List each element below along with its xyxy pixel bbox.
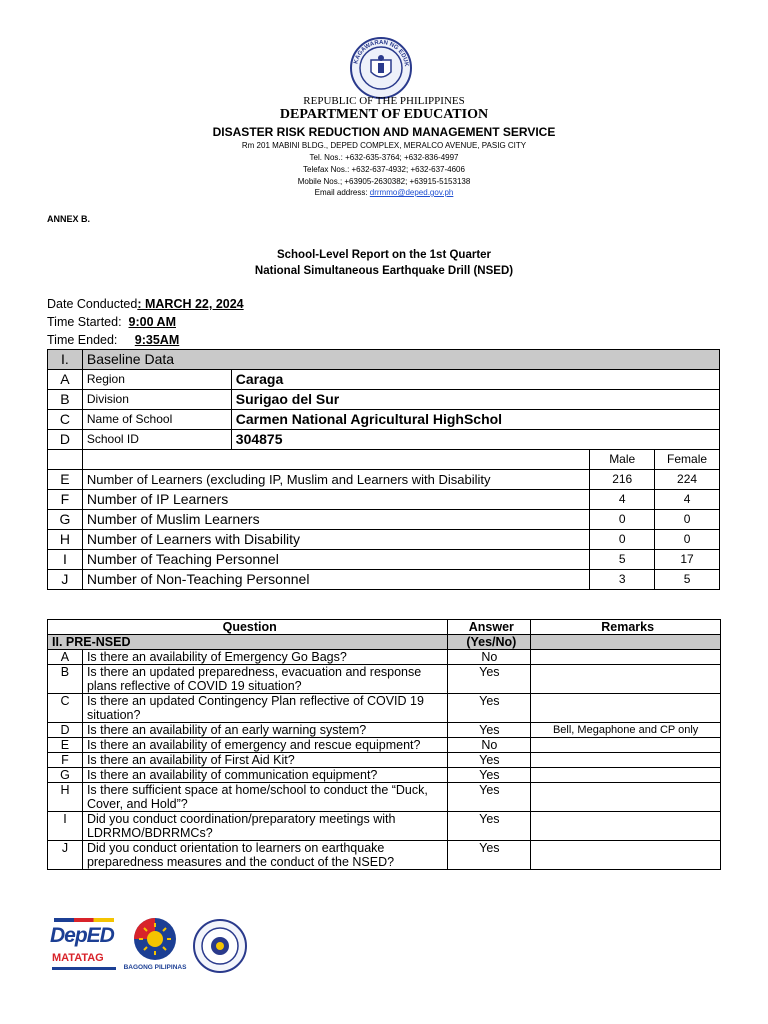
row-letter: A (48, 650, 83, 665)
baseline-row (48, 370, 720, 390)
date-value: : MARCH 22, 2024 (137, 297, 244, 311)
round-seal-icon (192, 918, 248, 974)
row-letter: C (48, 694, 83, 723)
remarks-value (531, 738, 721, 753)
row-letter: G (48, 768, 83, 783)
remarks-value (531, 768, 721, 783)
table-row (48, 812, 721, 841)
remarks-value (531, 694, 721, 723)
row-letter: H (48, 530, 83, 550)
row-letter: D (48, 430, 83, 450)
row-letter: D (48, 723, 83, 738)
answer-value: Yes (448, 665, 531, 694)
remarks-value (531, 753, 721, 768)
row-letter: G (48, 510, 83, 530)
remarks-value (531, 783, 721, 812)
row-letter: J (48, 841, 83, 870)
bagong-pilipinas-logo (123, 914, 187, 974)
table-row (48, 694, 721, 723)
row-letter: B (48, 390, 83, 410)
table-row (48, 723, 721, 738)
time-started (47, 315, 176, 329)
female-count: 17 (655, 550, 720, 570)
date-label: Date Conducted (47, 297, 138, 311)
baseline-num: I. (48, 350, 83, 370)
table-row (48, 650, 721, 665)
start-value: 9:00 AM (128, 315, 176, 329)
email-link[interactable]: drrmmo@deped.gov.ph (369, 188, 454, 197)
female-count: 0 (655, 530, 720, 550)
count-row (48, 570, 720, 590)
count-label: Number of Teaching Personnel (82, 550, 589, 570)
female-header: Female (655, 450, 720, 470)
row-letter: H (48, 783, 83, 812)
male-count: 4 (590, 490, 655, 510)
answer-subheader: (Yes/No) (448, 635, 531, 650)
remarks-value (531, 650, 721, 665)
answer-col-header: Answer (448, 620, 531, 635)
answer-value: Yes (448, 694, 531, 723)
table-row (48, 768, 721, 783)
answer-value: Yes (448, 812, 531, 841)
count-label: Number of IP Learners (82, 490, 589, 510)
question-text: Is there an availability of an early warning system? (82, 723, 447, 738)
male-count: 3 (590, 570, 655, 590)
question-text: Is there an availability of Emergency Go Bags? (82, 650, 447, 665)
mobile-numbers: Mobile Nos.; +63905-2630382; +63915-5153138 (297, 177, 471, 186)
male-count: 0 (590, 510, 655, 530)
telefax-numbers: Telefax Nos.: +632-637-4932; +632-637-4606 (303, 165, 465, 174)
baseline-title: Baseline Data (82, 350, 719, 370)
male-count: 0 (590, 530, 655, 550)
question-text: Is there an availability of communication equipment? (82, 768, 447, 783)
remarks-value (531, 812, 721, 841)
seal-text: KAGAWARAN NG EDUK (353, 39, 410, 67)
count-label: Number of Learners (excluding IP, Muslim and Learners with Disability (82, 470, 589, 490)
row-letter: A (48, 370, 83, 390)
annex-label: ANNEX B. (47, 214, 91, 224)
bagong-pilipinas-text: BAGONG PILIPINAS (123, 964, 187, 971)
row-letter: F (48, 490, 83, 510)
report-title-line2: National Simultaneous Earthquake Drill (NSED) (254, 265, 514, 277)
school-name-value: Carmen National Agricultural HighSchol (231, 410, 719, 430)
question-text: Is there an updated Contingency Plan reflective of COVID 19 situation? (82, 694, 447, 723)
answer-value: Yes (448, 841, 531, 870)
row-letter: E (48, 470, 83, 490)
remarks-value (531, 665, 721, 694)
region-value: Caraga (231, 370, 719, 390)
baseline-table (47, 349, 720, 590)
count-row (48, 550, 720, 570)
prensed-col-header-row (48, 620, 721, 635)
count-row (48, 510, 720, 530)
question-text: Is there an availability of emergency and rescue equipment? (82, 738, 447, 753)
table-row (48, 841, 721, 870)
division-value: Surigao del Sur (231, 390, 719, 410)
count-row (48, 490, 720, 510)
row-label: School ID (82, 430, 231, 450)
answer-value: No (448, 738, 531, 753)
baseline-row (48, 410, 720, 430)
address: Rm 201 MABINI BLDG., DEPED COMPLEX, MERALCO AVENUE, PASIG CITY (241, 141, 527, 150)
end-label: Time Ended: (47, 333, 118, 347)
question-text: Is there an updated preparedness, evacuation and response plans reflective of COVID 19 situation? (82, 665, 447, 694)
email-line (0, 188, 768, 197)
question-text: Did you conduct coordination/preparatory meetings with LDRRMO/BDRRMCs? (82, 812, 447, 841)
answer-value: Yes (448, 768, 531, 783)
count-header-row (48, 450, 720, 470)
male-count: 216 (590, 470, 655, 490)
deped-seal-icon (349, 36, 413, 100)
table-row (48, 783, 721, 812)
count-row (48, 470, 720, 490)
report-title-line1: School-Level Report on the 1st Quarter (276, 249, 492, 261)
question-text: Did you conduct orientation to learners on earthquake preparedness measures and the conduct of the NSED? (82, 841, 447, 870)
department-name: DEPARTMENT OF EDUCATION (279, 107, 489, 122)
remarks-value (531, 841, 721, 870)
date-conducted (47, 297, 244, 311)
end-value: 9:35AM (134, 333, 180, 347)
count-label: Number of Non-Teaching Personnel (82, 570, 589, 590)
start-label: Time Started: (47, 315, 122, 329)
time-ended (47, 333, 179, 347)
baseline-row (48, 430, 720, 450)
question-col-header: Question (48, 620, 448, 635)
deped-wordmark: DepED (50, 924, 114, 947)
baseline-row (48, 390, 720, 410)
bagong-pilipinas-emblem-icon (126, 914, 184, 962)
row-letter: C (48, 410, 83, 430)
tel-numbers: Tel. Nos.: +632-635-3764; +632-836-4997 (309, 153, 459, 162)
row-letter: I (48, 812, 83, 841)
count-row (48, 530, 720, 550)
count-label: Number of Learners with Disability (82, 530, 589, 550)
question-text: Is there sufficient space at home/school to conduct the “Duck, Cover, and Hold”? (82, 783, 447, 812)
service-name: DISASTER RISK REDUCTION AND MANAGEMENT SERVICE (212, 125, 556, 139)
row-letter: B (48, 665, 83, 694)
row-label: Name of School (82, 410, 231, 430)
female-count: 5 (655, 570, 720, 590)
section-title: II. PRE-NSED (48, 635, 448, 650)
row-letter: F (48, 753, 83, 768)
question-text: Is there an availability of First Aid Kit? (82, 753, 447, 768)
female-count: 4 (655, 490, 720, 510)
row-letter: I (48, 550, 83, 570)
baseline-header-row (48, 350, 720, 370)
republic-line: REPUBLIC OF THE PHILIPPINES (303, 95, 465, 107)
row-letter: E (48, 738, 83, 753)
school-id-value: 304875 (231, 430, 719, 450)
remarks-col-header: Remarks (531, 620, 721, 635)
email-label: Email address: (314, 188, 370, 197)
answer-value: Yes (448, 723, 531, 738)
row-label: Division (82, 390, 231, 410)
answer-value: Yes (448, 753, 531, 768)
male-header: Male (590, 450, 655, 470)
table-row (48, 738, 721, 753)
deped-matatag-logo (50, 918, 120, 974)
count-label: Number of Muslim Learners (82, 510, 589, 530)
remarks-value: Bell, Megaphone and CP only (531, 723, 721, 738)
row-letter: J (48, 570, 83, 590)
table-row (48, 753, 721, 768)
row-label: Region (82, 370, 231, 390)
table-row (48, 665, 721, 694)
answer-value: No (448, 650, 531, 665)
prensed-section-row (48, 635, 721, 650)
male-count: 5 (590, 550, 655, 570)
female-count: 0 (655, 510, 720, 530)
prensed-table (47, 619, 721, 870)
answer-value: Yes (448, 783, 531, 812)
matatag-wordmark: MATATAG (52, 952, 104, 964)
female-count: 224 (655, 470, 720, 490)
